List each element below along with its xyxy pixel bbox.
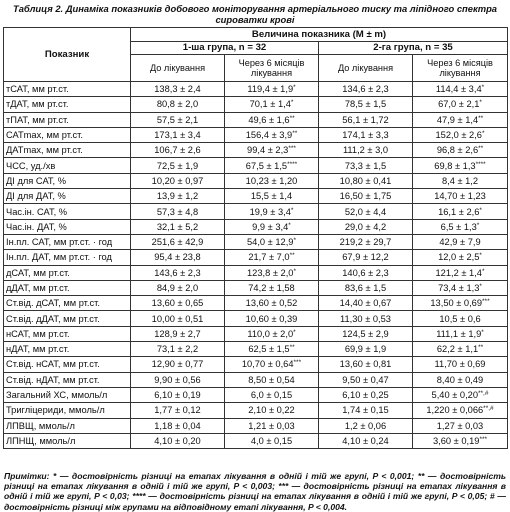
- significance-mark: *: [479, 252, 482, 260]
- cell-g1a: [225, 433, 319, 448]
- table-row: [4, 204, 508, 219]
- table-row: [4, 219, 508, 234]
- cell-g1b: [131, 97, 225, 112]
- cell-g2a: [413, 219, 508, 234]
- cell-value: 13,60 ± 0,65: [151, 298, 204, 309]
- cell-g2b: [319, 189, 413, 204]
- cell-value: 6,5 ± 1,3: [440, 221, 477, 232]
- cell-value: 74,2 ± 1,58: [248, 283, 295, 293]
- table-row: [4, 143, 508, 158]
- cell-g2b: [319, 250, 413, 265]
- cell-g2b: [319, 143, 413, 158]
- cell-g2b: [319, 311, 413, 326]
- significance-mark: **: [478, 344, 484, 352]
- row-indicator-name: тСАТ, мм рт.ст.: [4, 82, 131, 97]
- table-row: [4, 127, 508, 142]
- cell-g1b: [131, 189, 225, 204]
- table-row: [4, 357, 508, 372]
- cell-value: 69,8 ± 1,3: [434, 160, 476, 171]
- cell-value: 10,60 ± 0,39: [245, 313, 298, 324]
- cell-g1a: [225, 173, 319, 188]
- cell-value: 124,5 ± 2,9: [342, 328, 389, 339]
- cell-g1a: [225, 82, 319, 97]
- cell-g1b: [131, 219, 225, 234]
- significance-mark: *: [290, 206, 294, 214]
- cell-value: 219,2 ± 29,7: [339, 237, 392, 248]
- significance-mark: **: [478, 145, 484, 153]
- cell-value: 12,0 ± 2,5: [438, 252, 480, 263]
- row-indicator-name: ДІ для САТ, %: [4, 173, 131, 188]
- cell-g2a: [413, 418, 508, 433]
- significance-mark: *: [293, 267, 296, 275]
- cell-g1a: [225, 403, 319, 418]
- cell-g1a: [225, 127, 319, 142]
- significance-mark: ***: [479, 435, 488, 443]
- cell-g2a: [413, 372, 508, 387]
- significance-mark: *: [288, 221, 291, 229]
- cell-g2a: [413, 387, 508, 402]
- significance-mark: *: [293, 328, 296, 336]
- cell-g2a: [413, 265, 508, 280]
- cell-value: 96,8 ± 2,6: [436, 145, 479, 156]
- table-row: [4, 97, 508, 112]
- cell-value: 56,1 ± 1,72: [342, 114, 389, 125]
- cell-g1b: [131, 204, 225, 219]
- significance-mark: *: [481, 84, 485, 92]
- significance-mark: **,#: [483, 405, 494, 413]
- table-row: [4, 280, 508, 295]
- table-body: [4, 82, 508, 449]
- cell-g2a: [413, 112, 508, 127]
- row-indicator-name: Ст.від. дСАТ, мм рт.ст.: [4, 296, 131, 311]
- cell-g1b: [131, 112, 225, 127]
- cell-g1a: [225, 250, 319, 265]
- cell-value: 49,6 ± 1,6: [248, 114, 290, 125]
- cell-g2a: [413, 173, 508, 188]
- cell-value: 73,3 ± 1,5: [344, 160, 387, 171]
- row-indicator-name: САТmax, мм рт.ст.: [4, 127, 131, 142]
- table-row: [4, 342, 508, 357]
- header-group2-after: Через 6 місяців лікування: [413, 55, 508, 82]
- cell-g2a: [413, 97, 508, 112]
- header-group1-after: Через 6 місяців лікування: [225, 55, 319, 82]
- cell-value: 138,3 ± 2,4: [154, 84, 201, 95]
- cell-value: 73,4 ± 1,3: [438, 283, 480, 293]
- cell-value: 6,10 ± 0,19: [154, 390, 201, 401]
- cell-value: 42,9 ± 7,9: [439, 237, 481, 248]
- cell-value: 11,30 ± 0,53: [340, 313, 391, 324]
- cell-value: 2,10 ± 0,22: [248, 405, 295, 416]
- row-indicator-name: дДАТ, мм рт.ст.: [4, 280, 131, 295]
- cell-value: 10,80 ± 0,41: [339, 175, 392, 186]
- cell-value: 57,3 ± 4,8: [156, 206, 199, 217]
- significance-mark: *: [481, 267, 485, 275]
- cell-g2b: [319, 234, 413, 249]
- cell-value: 13,60 ± 0,52: [245, 298, 298, 309]
- table-row: [4, 250, 508, 265]
- cell-g2a: [413, 296, 508, 311]
- row-indicator-name: тДАТ, мм рт.ст.: [4, 97, 131, 112]
- cell-g2a: [413, 280, 508, 295]
- cell-value: 67,5 ± 1,5: [245, 160, 288, 171]
- cell-value: 119,4 ± 1,9: [247, 84, 294, 95]
- cell-g2a: [413, 82, 508, 97]
- cell-g2b: [319, 296, 413, 311]
- table-row: [4, 173, 508, 188]
- table-row: [4, 387, 508, 402]
- table-row: [4, 265, 508, 280]
- table-row: [4, 311, 508, 326]
- cell-g2b: [319, 112, 413, 127]
- cell-g2b: [319, 326, 413, 341]
- table-row: [4, 189, 508, 204]
- significance-mark: **: [289, 344, 295, 352]
- cell-g2b: [319, 433, 413, 448]
- cell-value: 251,6 ± 42,9: [151, 237, 204, 248]
- cell-value: 106,7 ± 2,6: [154, 145, 201, 156]
- cell-value: 4,10 ± 0,24: [342, 435, 389, 446]
- row-indicator-name: нСАТ, мм рт.ст.: [4, 326, 131, 341]
- significance-mark: *: [481, 328, 484, 336]
- cell-value: 67,0 ± 2,1: [438, 99, 480, 110]
- cell-g1a: [225, 372, 319, 387]
- cell-value: 6,10 ± 0,25: [342, 390, 389, 401]
- significance-mark: *: [290, 99, 294, 107]
- significance-mark: *: [479, 283, 482, 290]
- table-row: [4, 418, 508, 433]
- cell-g2a: [413, 403, 508, 418]
- cell-g2b: [319, 372, 413, 387]
- cell-value: 52,0 ± 4,4: [344, 206, 387, 217]
- header-value: Величина показника (M ± m): [131, 28, 508, 42]
- row-indicator-name: Час.ін. САТ, %: [4, 204, 131, 219]
- cell-g2b: [319, 403, 413, 418]
- cell-g2b: [319, 173, 413, 188]
- results-table: [3, 27, 508, 449]
- cell-g2a: [413, 342, 508, 357]
- cell-g2b: [319, 280, 413, 295]
- cell-value: 70,1 ± 1,4: [249, 99, 291, 110]
- header-group2: 2-га група, n = 35: [319, 42, 508, 55]
- cell-g1b: [131, 372, 225, 387]
- header-group1: 1-ша група, n = 32: [131, 42, 319, 55]
- cell-value: 1,77 ± 0,12: [154, 405, 201, 416]
- cell-value: 140,6 ± 2,3: [342, 267, 389, 278]
- cell-value: 6,0 ± 0,15: [250, 390, 293, 401]
- cell-value: 78,5 ± 1,5: [344, 99, 387, 110]
- cell-value: 84,9 ± 2,0: [156, 283, 199, 293]
- cell-value: 10,5 ± 0,6: [439, 313, 481, 324]
- cell-value: 174,1 ± 3,3: [342, 130, 389, 141]
- cell-g1b: [131, 342, 225, 357]
- row-indicator-name: Ін.пл. САТ, мм рт.ст. · год: [4, 234, 131, 249]
- cell-g1b: [131, 433, 225, 448]
- cell-g1a: [225, 296, 319, 311]
- cell-g2a: [413, 357, 508, 372]
- table-row: [4, 403, 508, 418]
- row-indicator-name: ЛПНЩ, ммоль/л: [4, 433, 131, 448]
- cell-value: 13,9 ± 1,2: [156, 191, 199, 202]
- cell-value: 1,74 ± 0,15: [342, 405, 389, 416]
- cell-value: 21,7 ± 7,0: [248, 252, 290, 263]
- cell-value: 10,00 ± 0,51: [151, 313, 204, 324]
- cell-g1b: [131, 357, 225, 372]
- cell-value: 3,60 ± 0,19: [432, 435, 480, 446]
- cell-g2a: [413, 143, 508, 158]
- cell-g2b: [319, 342, 413, 357]
- cell-value: 13,50 ± 0,69: [430, 298, 483, 309]
- table-row: [4, 296, 508, 311]
- cell-value: 11,70 ± 0,69: [434, 359, 486, 370]
- cell-g2b: [319, 265, 413, 280]
- cell-value: 73,1 ± 2,2: [156, 344, 199, 355]
- cell-g2b: [319, 127, 413, 142]
- cell-g1b: [131, 280, 225, 295]
- cell-g1a: [225, 326, 319, 341]
- cell-value: 72,5 ± 1,9: [156, 160, 199, 171]
- row-indicator-name: ДАТmax, мм рт.ст.: [4, 143, 131, 158]
- cell-g2a: [413, 250, 508, 265]
- cell-value: 1,18 ± 0,04: [154, 420, 201, 431]
- cell-value: 110,0 ± 2,0: [247, 328, 294, 339]
- row-indicator-name: нДАТ, мм рт.ст.: [4, 342, 131, 357]
- cell-value: 134,6 ± 2,3: [342, 84, 389, 95]
- cell-g1b: [131, 418, 225, 433]
- cell-g1a: [225, 311, 319, 326]
- cell-value: 62,2 ± 1,1: [436, 344, 479, 355]
- cell-value: 19,9 ± 3,4: [249, 206, 291, 217]
- cell-g1a: [225, 143, 319, 158]
- cell-g2a: [413, 204, 508, 219]
- cell-value: 156,4 ± 3,9: [245, 130, 293, 141]
- cell-value: 123,8 ± 2,0: [247, 267, 294, 278]
- significance-mark: *: [479, 206, 482, 214]
- cell-value: 114,4 ± 3,4: [435, 84, 482, 95]
- significance-mark: ****: [475, 160, 486, 168]
- cell-g1b: [131, 250, 225, 265]
- cell-value: 10,23 ± 1,20: [245, 175, 298, 186]
- cell-g2b: [319, 418, 413, 433]
- significance-mark: **: [292, 130, 298, 138]
- row-indicator-name: Ст.від. нСАТ, мм рт.ст.: [4, 357, 131, 372]
- cell-g1b: [131, 143, 225, 158]
- cell-g1b: [131, 387, 225, 402]
- cell-g1a: [225, 387, 319, 402]
- cell-value: 62,5 ± 1,5: [248, 344, 290, 355]
- significance-mark: *: [481, 130, 485, 138]
- cell-g1a: [225, 219, 319, 234]
- cell-value: 95,4 ± 23,8: [154, 252, 201, 263]
- cell-value: 1,27 ± 0,03: [436, 420, 484, 431]
- row-indicator-name: Час.ін. ДАТ, %: [4, 219, 131, 234]
- cell-value: 32,1 ± 5,2: [156, 221, 199, 232]
- table-row: [4, 433, 508, 448]
- cell-g1b: [131, 311, 225, 326]
- cell-g2a: [413, 234, 508, 249]
- cell-value: 54,0 ± 12,9: [247, 237, 294, 248]
- cell-g1b: [131, 158, 225, 173]
- cell-g1a: [225, 418, 319, 433]
- cell-g2a: [413, 311, 508, 326]
- cell-value: 173,1 ± 3,4: [154, 130, 201, 141]
- cell-g2a: [413, 127, 508, 142]
- table-caption: Таблиця 2. Динаміка показників добового моніторування артеріального тиску та ліпідного спектра сироватки крові: [12, 3, 498, 25]
- cell-g1a: [225, 234, 319, 249]
- cell-value: 143,6 ± 2,3: [154, 267, 201, 278]
- cell-value: 8,40 ± 0,49: [436, 374, 484, 385]
- significance-mark: ****: [287, 160, 298, 168]
- table-row: [4, 112, 508, 127]
- significance-mark: *: [293, 84, 296, 92]
- cell-g2a: [413, 189, 508, 204]
- cell-g1a: [225, 97, 319, 112]
- row-indicator-name: Ст.від. нДАТ, мм рт.ст.: [4, 372, 131, 387]
- significance-mark: *: [293, 237, 296, 245]
- cell-value: 4,0 ± 0,15: [250, 435, 293, 446]
- cell-value: 80,8 ± 2,0: [156, 99, 199, 110]
- row-indicator-name: ЛПВЩ, ммоль/л: [4, 418, 131, 433]
- cell-value: 14,70 ± 1,23: [434, 191, 486, 202]
- cell-g1b: [131, 82, 225, 97]
- significance-mark: ***: [482, 298, 490, 306]
- significance-mark: **: [478, 114, 484, 122]
- cell-value: 152,0 ± 2,6: [435, 130, 482, 141]
- cell-g2b: [319, 82, 413, 97]
- cell-value: 1,2 ± 0,06: [344, 420, 387, 431]
- cell-g2b: [319, 219, 413, 234]
- row-indicator-name: Ін.пл. ДАТ, мм рт.ст. · год: [4, 250, 131, 265]
- cell-value: 10,20 ± 0,97: [151, 175, 204, 186]
- significance-mark: **,#: [478, 390, 489, 398]
- cell-g1b: [131, 326, 225, 341]
- cell-value: 16,50 ± 1,75: [339, 191, 392, 202]
- cell-value: 9,50 ± 0,47: [342, 374, 389, 385]
- table-row: [4, 372, 508, 387]
- cell-g2a: [413, 158, 508, 173]
- cell-value: 111,1 ± 1,9: [436, 328, 482, 339]
- row-indicator-name: Загальний ХС, ммоль/л: [4, 387, 131, 402]
- significance-mark: *: [476, 221, 480, 229]
- cell-g1b: [131, 173, 225, 188]
- table-row: [4, 234, 508, 249]
- cell-value: 57,5 ± 2,1: [156, 114, 199, 125]
- header-group1-before: До лікування: [131, 55, 225, 82]
- cell-value: 9,90 ± 0,56: [154, 374, 201, 385]
- cell-value: 29,0 ± 4,2: [344, 221, 387, 232]
- cell-value: 10,70 ± 0,64: [241, 359, 294, 370]
- significance-mark: **: [289, 252, 295, 260]
- table-row: [4, 158, 508, 173]
- row-indicator-name: ДІ для ДАТ, %: [4, 189, 131, 204]
- header-indicator: Показник: [4, 28, 131, 82]
- cell-g1a: [225, 265, 319, 280]
- cell-value: 13,60 ± 0,81: [339, 359, 392, 370]
- row-indicator-name: тПАТ, мм рт.ст.: [4, 112, 131, 127]
- cell-value: 8,50 ± 0,54: [248, 374, 295, 385]
- cell-g1b: [131, 403, 225, 418]
- cell-value: 47,9 ± 1,4: [436, 114, 479, 125]
- row-indicator-name: дСАТ, мм рт.ст.: [4, 265, 131, 280]
- cell-value: 99,4 ± 2,3: [247, 145, 289, 156]
- cell-g2b: [319, 204, 413, 219]
- cell-g2a: [413, 433, 508, 448]
- table-notes: Примітки: * — достовірність різниці на етапах лікування в одній і тій же групі, P < 0,001; ** — достовірність різниці на етапах лікування в одній і тій же групі, P < 0,003; *** — достовірність різниці на етапах лікування в одній і тій же групі, P < 0,03; **** — достовірність різниці на етапах лікування в одній і тій же групі, P < 0,05; # — достовірність різниці між групами на відповідному етапі лікування, P < 0,004.: [4, 471, 506, 512]
- cell-value: 111,2 ± 3,0: [342, 145, 389, 156]
- cell-g1a: [225, 357, 319, 372]
- cell-value: 12,90 ± 0,77: [151, 359, 204, 370]
- cell-g1a: [225, 342, 319, 357]
- cell-value: 4,10 ± 0,20: [154, 435, 201, 446]
- row-indicator-name: Ст.від. дДАТ, мм рт.ст.: [4, 311, 131, 326]
- cell-value: 1,220 ± 0,066: [426, 405, 484, 416]
- cell-value: 14,40 ± 0,67: [339, 298, 392, 309]
- cell-value: 128,9 ± 2,7: [154, 328, 201, 339]
- cell-g1a: [225, 204, 319, 219]
- significance-mark: ***: [293, 359, 302, 367]
- cell-g1b: [131, 234, 225, 249]
- cell-g1b: [131, 127, 225, 142]
- cell-g1a: [225, 112, 319, 127]
- cell-value: 9,9 ± 3,4: [252, 221, 289, 232]
- cell-value: 83,6 ± 1,5: [344, 283, 387, 293]
- cell-g2b: [319, 97, 413, 112]
- cell-value: 5,40 ± 0,20: [431, 390, 478, 401]
- cell-g1a: [225, 189, 319, 204]
- cell-g1b: [131, 265, 225, 280]
- cell-value: 121,2 ± 1,4: [435, 267, 482, 278]
- table-row: [4, 326, 508, 341]
- significance-mark: ***: [288, 145, 296, 153]
- significance-mark: *: [479, 99, 482, 107]
- cell-g1a: [225, 158, 319, 173]
- cell-value: 1,21 ± 0,03: [248, 420, 295, 431]
- cell-value: 16,1 ± 2,6: [438, 206, 480, 217]
- cell-g2b: [319, 357, 413, 372]
- cell-g1a: [225, 280, 319, 295]
- cell-g2a: [413, 326, 508, 341]
- header-group2-before: До лікування: [319, 55, 413, 82]
- cell-value: 8,4 ± 1,2: [441, 175, 479, 186]
- significance-mark: **: [289, 114, 295, 122]
- cell-g2b: [319, 158, 413, 173]
- cell-value: 67,9 ± 12,2: [342, 252, 389, 263]
- row-indicator-name: ЧСС, уд./хв: [4, 158, 131, 173]
- cell-value: 15,5 ± 1,4: [250, 191, 293, 202]
- cell-g2b: [319, 387, 413, 402]
- row-indicator-name: Тригліцериди, ммоль/л: [4, 403, 131, 418]
- table-row: [4, 82, 508, 97]
- cell-g1b: [131, 296, 225, 311]
- cell-value: 69,9 ± 1,9: [344, 344, 387, 355]
